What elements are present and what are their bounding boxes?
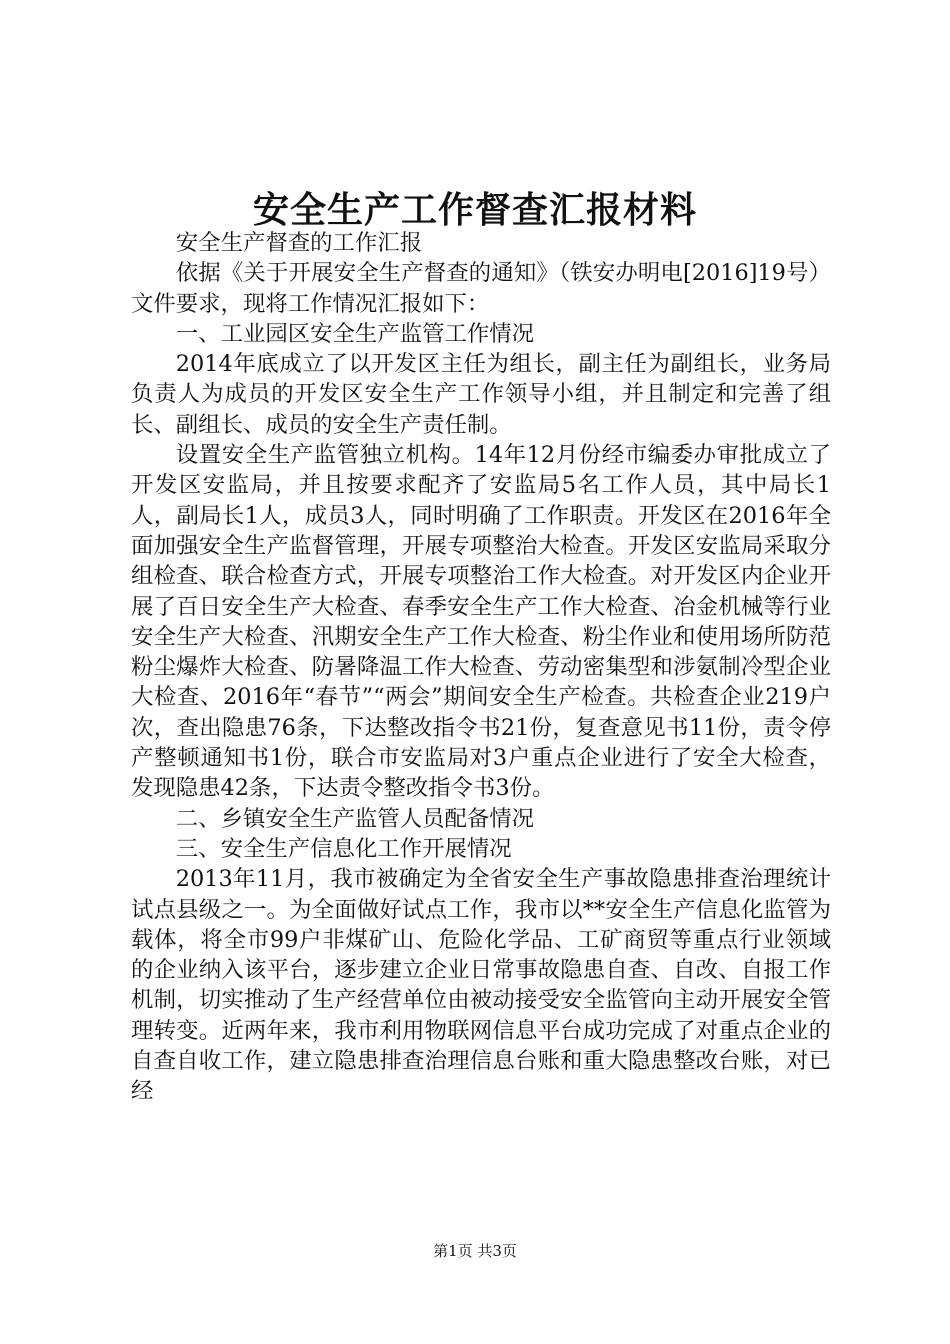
document-body — [131, 228, 831, 1107]
paragraph-informatization: 2013年11月，我市被确定为全省安全生产事故隐患排查治理统计试点县级之一。为全面做好试点工作，我市以**安全生产信息化监管为载体，将全市99户非煤矿山、危险化学品、工矿商贸等重点行业领域的企业纳入该平台，逐步建立企业日常事故隐患自查、自改、自报工作机制，切实推动了生产经营单位由被动接受安全监管向主动开展安全管理转变。近两年来，我市利用物联网信息平台成功完成了对重点企业的自查自收工作，建立隐患排查治理信息台账和重大隐患整改台账，对已经 — [131, 866, 831, 1105]
paragraph-supervision-agency: 设置安全生产监管独立机构。14年12月份经市编委办审批成立了开发区安监局，并且按要求配齐了安监局5名工作人员，其中局长1人，副局长1人，成员3人，同时明确了工作职责。开发区在2016年全面加强安全生产监督管理，开展专项整治大检查。开发区安监局采取分组检查、联合检查方式，开展专项整治工作大检查。对开发区内企业开展了百日安全生产大检查、春季安全生产工作大检查、冶金机械等行业安全生产大检查、汛期安全生产工作大检查、粉尘作业和使用场所防范粉尘爆炸大检查、防暑降温工作大检查、劳动密集型和涉氨制冷型企业大检查、2016年“春节”“两会”期间安全生产检查。共检查企业219户次，查出隐患76条，下达整改指令书21份，复查意见书11份，责令停产整顿通知书1份，联合市安监局对3户重点企业进行了安全大检查，发现隐患42条，下达责令整改指令书3份。 — [131, 442, 831, 802]
paragraph-intro: 依据《关于开展安全生产督查的通知》（铁安办明电[2016]19号）文件要求，现将工作情况汇报如下： — [131, 260, 831, 317]
document-title: 安全生产工作督查汇报材料 — [252, 189, 697, 231]
paragraph-leadership-group: 2014年底成立了以开发区主任为组长，副主任为副组长，业务局负责人为成员的开发区安全生产工作领导小组，并且制定和完善了组长、副组长、成员的安全生产责任制。 — [131, 351, 831, 438]
section-heading-3: 三、安全生产信息化工作开展情况 — [175, 835, 512, 862]
paragraph-heading: 安全生产督查的工作汇报 — [175, 230, 423, 256]
page-footer: 第1页 共3页 — [433, 1242, 517, 1260]
section-heading-2: 二、乡镇安全生产监管人员配备情况 — [175, 805, 535, 832]
section-heading-1: 一、工业园区安全生产监管工作情况 — [175, 320, 535, 347]
